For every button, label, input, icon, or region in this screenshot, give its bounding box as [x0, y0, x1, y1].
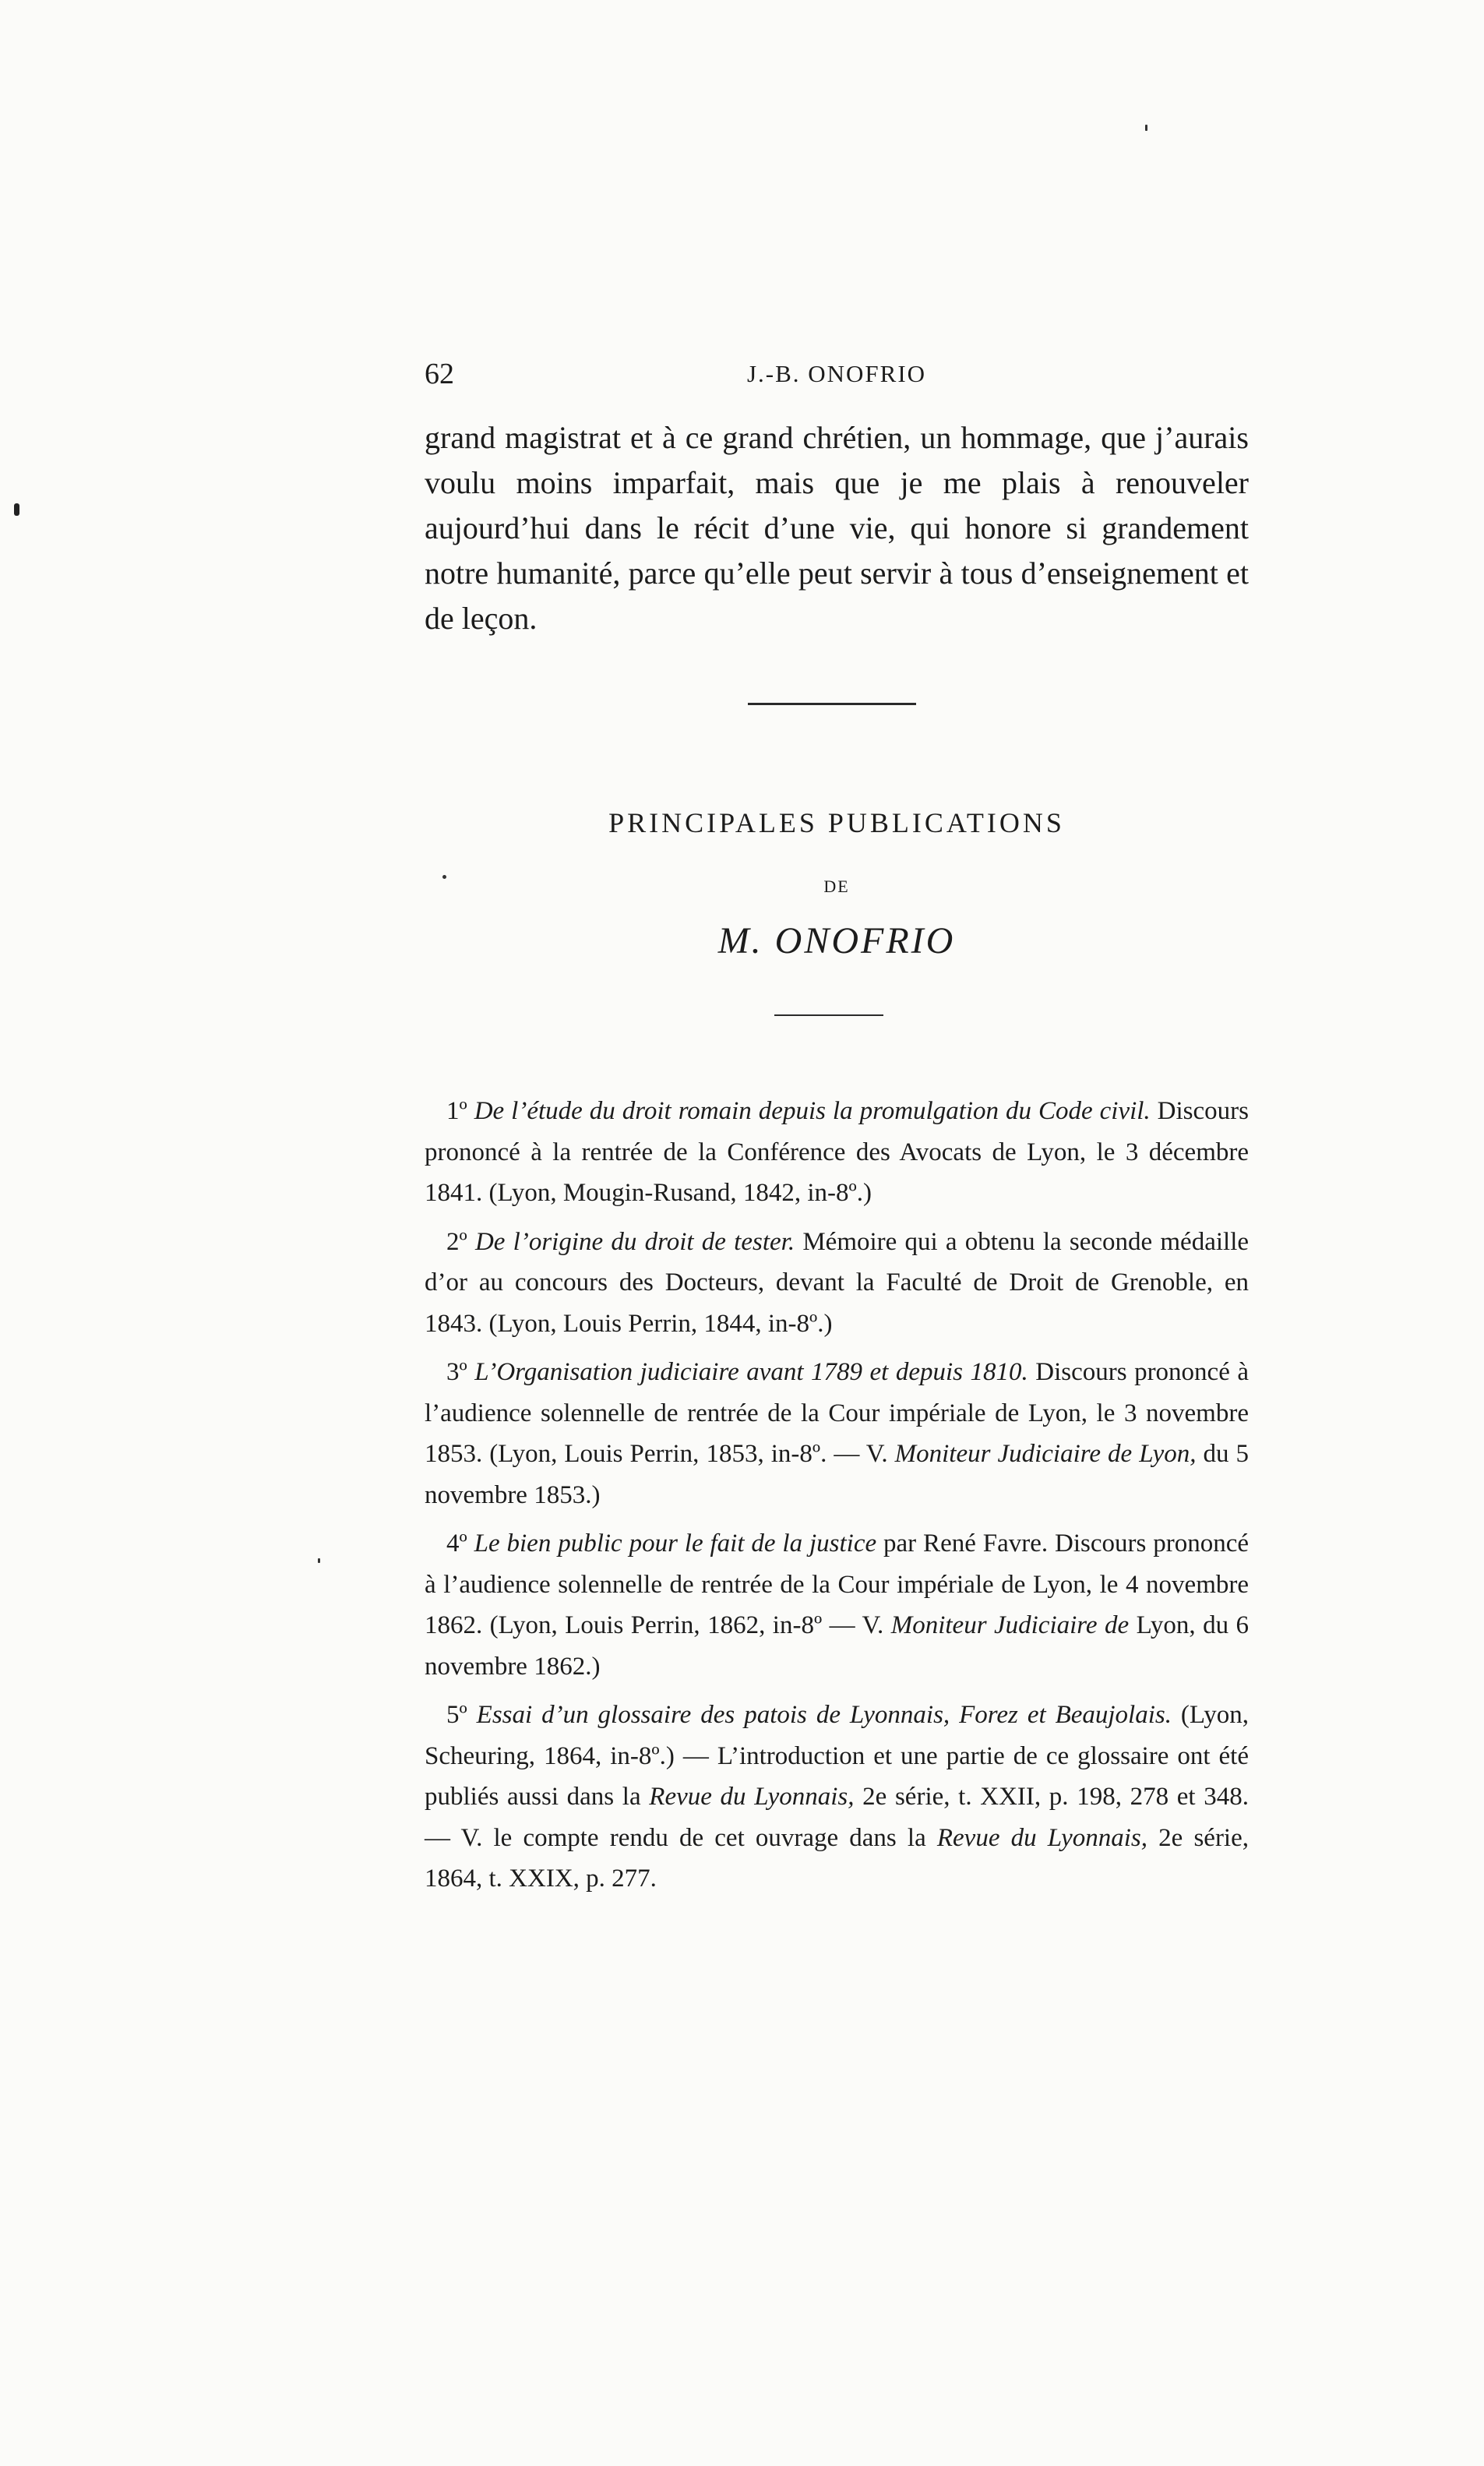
publication-details: (Lyon, Scheuring, 1864, in-8º.) — L’introduction et une partie de ce glossaire ont été publiés aussi dans la — [425, 1701, 1249, 1811]
body-text — [425, 415, 1249, 641]
publication-details: 2e série, t. XXII, p. 198, 278 et 348. — V. le compte rendu de cet ouvrage dans la — [425, 1783, 1249, 1852]
publication-number: 2º — [446, 1227, 467, 1256]
publication-journal: Revue du Lyonnais, — [649, 1783, 855, 1811]
publication-journal: Moniteur Judiciaire de Lyon, — [894, 1440, 1197, 1468]
publication-details: par René Favre. Discours prononcé à l’audience solennelle de rentrée de la Cour impériale de Lyon, le 4 novembre 1862. (Lyon, Louis Perrin, 1862, in-8º — V. — [425, 1529, 1250, 1639]
publication-title: Le bien public pour le fait de la justice — [474, 1529, 877, 1558]
publication-title: L’Organisation judiciaire avant 1789 et depuis 1810. — [474, 1358, 1028, 1386]
publication-journal: Revue du Lyonnais, — [936, 1823, 1148, 1852]
section-author-name: M. ONOFRIO — [717, 920, 956, 961]
publication-title: De l’étude du droit romain depuis la promulgation du Code civil. — [474, 1097, 1151, 1125]
publication-details: Discours prononcé à l’audience solennelle de rentrée de la Cour impériale de Lyon, le 3 novembre 1853. (Lyon, Louis Perrin, 1853, in-8º. — V. — [425, 1358, 1249, 1468]
publication-item — [425, 1523, 1249, 1687]
section-divider-top — [748, 703, 916, 705]
publication-title: Essai d’un glossaire des patois de Lyonnais, Forez et Beaujolais. — [476, 1701, 1172, 1729]
publication-details: du 5 novembre 1853.) — [425, 1440, 1250, 1509]
running-header — [425, 357, 1249, 397]
publication-list — [425, 1091, 1249, 1907]
publication-journal: Moniteur Judiciaire de — [890, 1611, 1130, 1639]
section-divider-bottom — [774, 1014, 883, 1016]
scan-speck — [442, 875, 446, 879]
publication-details: Mémoire qui a obtenu la seconde médaille d’or au concours des Docteurs, devant la Faculté de Droit de Grenoble, en 1843. (Lyon, Louis Perrin, 1844, in-8º.) — [425, 1227, 1250, 1338]
running-title: J.-B. ONOFRIO — [746, 360, 927, 387]
publication-title: De l’origine du droit de tester. — [474, 1227, 795, 1256]
publication-item — [425, 1222, 1249, 1345]
section-heading: PRINCIPALES PUBLICATIONS — [608, 807, 1065, 838]
scan-speck — [318, 1558, 320, 1563]
section-heading-de: DE — [823, 877, 850, 896]
publication-details: Discours prononcé à la rentrée de la Conférence des Avocats de Lyon, le 3 décembre 1841. (Lyon, Mougin-Rusand, 1842, in-8º.) — [425, 1097, 1249, 1207]
publication-number: 4º — [446, 1529, 467, 1558]
publication-item — [425, 1091, 1249, 1214]
publication-item — [425, 1695, 1249, 1900]
publication-details: Lyon, du 6 novembre 1862.) — [425, 1611, 1250, 1681]
scan-speck — [14, 503, 19, 516]
publication-number: 3º — [446, 1358, 467, 1386]
publication-number: 1º — [446, 1097, 467, 1125]
body-paragraph: grand magistrat et à ce grand chrétien, un hommage, que j’aurais voulu moins imparfait, mais que je me plais à renouveler aujourd’hui dans le récit d’une vie, qui honore si grandement notre humanité, parce qu’elle peut servir à tous d’enseignement et de leçon. — [425, 420, 1249, 636]
publication-item — [425, 1352, 1249, 1515]
scan-speck — [1145, 125, 1147, 131]
page-number: 62 — [425, 358, 454, 390]
publication-number: 5º — [446, 1701, 467, 1729]
publication-details: 2e série, 1864, t. XXIX, p. 277. — [425, 1823, 1249, 1893]
